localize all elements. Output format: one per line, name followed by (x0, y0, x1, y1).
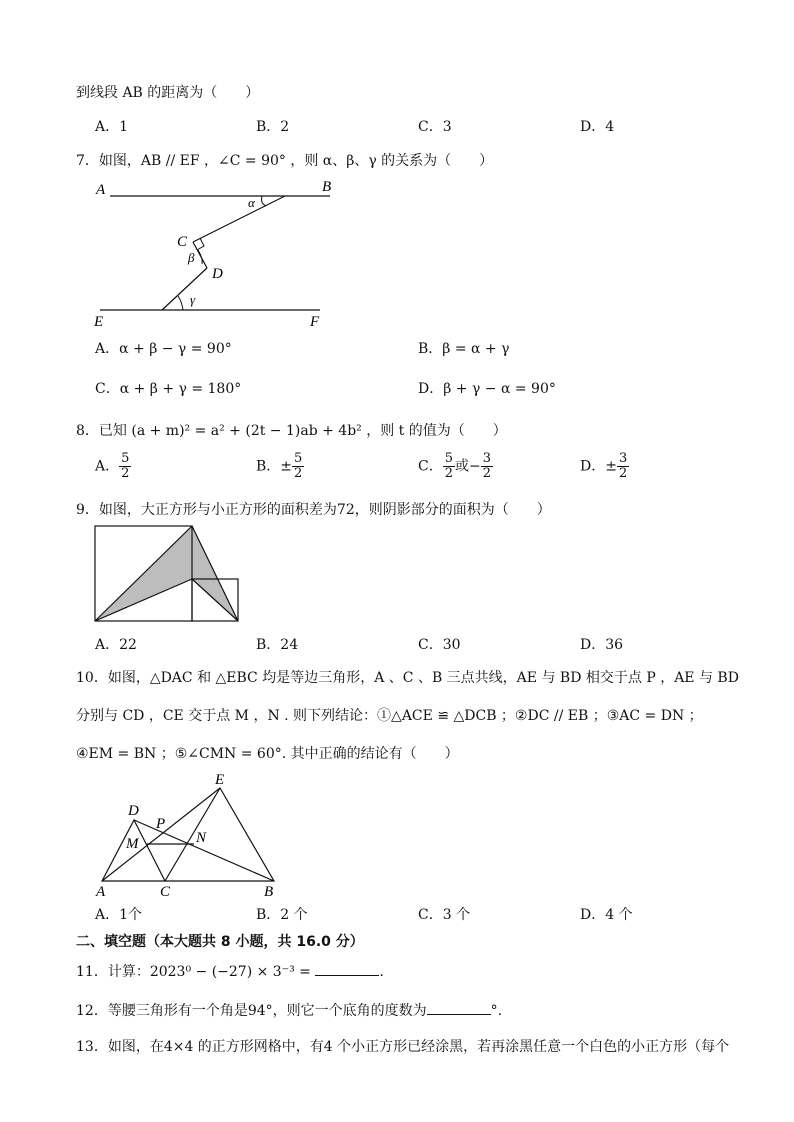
q8-option-c-label: C． (418, 458, 443, 475)
q7-option-d[interactable]: D．β + γ − α = 90° (418, 381, 556, 397)
answer-blank[interactable] (427, 1014, 491, 1015)
fraction (292, 452, 304, 481)
q9-option-a[interactable]: A．22 (95, 637, 137, 653)
q9-option-d[interactable]: D．36 (580, 637, 624, 653)
q8-option-b[interactable] (256, 452, 304, 481)
denominator: 2 (121, 466, 130, 481)
label-n: N (196, 830, 207, 846)
q12 (76, 1000, 502, 1020)
q9-option-b[interactable]: B．24 (256, 637, 299, 653)
segment-de (162, 268, 207, 310)
q11-suffix: . (379, 964, 384, 980)
q7-figure (90, 176, 350, 328)
q13-stem: 13．如图，在4×4 的正方形网格中，有4 个小正方形已经涂黑，若再涂黑任意一个白色的小正方形（每个 (76, 1039, 730, 1055)
triangle-ebc (165, 788, 274, 881)
q7-option-a[interactable]: A．α + β − γ = 90° (95, 341, 232, 357)
segment-cd (193, 242, 207, 268)
label-gamma: γ (190, 292, 196, 307)
numerator: 3 (618, 451, 628, 466)
q7-stem: 7．如图，AB // EF ，∠C = 90° ，则 α、β、γ 的关系为（ ） (76, 153, 494, 169)
label-m: M (126, 836, 139, 852)
label-c: C (177, 234, 188, 250)
q6-option-b[interactable]: B．2 (256, 119, 290, 135)
numerator: 5 (444, 451, 453, 466)
q10-figure (88, 770, 288, 900)
label-b: B (264, 884, 274, 900)
q8-option-d-label: D．± (580, 458, 617, 475)
denominator: 2 (294, 466, 303, 481)
q12-text: 12．等腰三角形有一个角是94°，则它一个底角的度数为 (76, 1003, 427, 1019)
q10-line-2: 分别与 CD ，CE 交于点 M ，N . 则下列结论：①△ACE ≌ △DCB ；②DC // EB ；③AC = DN ； (76, 708, 703, 724)
or-text: 或− (455, 458, 481, 475)
label-a: A (96, 182, 106, 198)
q12-suffix: °. (490, 1003, 503, 1019)
q6-option-a[interactable]: A．1 (95, 119, 129, 135)
label-e: E (94, 314, 104, 328)
label-b: B (322, 179, 332, 195)
numerator: 5 (294, 451, 303, 466)
denominator: 2 (482, 466, 492, 481)
denominator: 2 (444, 466, 453, 481)
answer-blank[interactable] (315, 975, 379, 976)
alpha-arc (262, 196, 267, 206)
q11-prefix: 11．计算： (76, 964, 150, 980)
label-beta: β (188, 250, 195, 265)
fraction (443, 452, 455, 481)
label-a: A (96, 884, 106, 900)
numerator: 5 (121, 451, 130, 466)
q8-option-a-label: A． (95, 458, 120, 475)
q10-option-a[interactable]: A．1个 (95, 907, 143, 923)
label-d: D (128, 803, 139, 819)
label-c: C (160, 884, 171, 900)
q8-option-d[interactable] (580, 452, 629, 481)
q10-line-1: 10．如图，△DAC 和 △EBC 均是等边三角形，A 、C 、B 三点共线，AE 与 BD 相交于点 P ，AE 与 BD (76, 670, 739, 686)
q6-option-d[interactable]: D．4 (580, 119, 615, 135)
denominator: 2 (618, 466, 628, 481)
section-2-title: 二、填空题（本大题共 8 小题，共 16.0 分） (76, 934, 364, 950)
q6-tail: 到线段 AB 的距离为（ ） (76, 85, 260, 101)
q11 (76, 961, 384, 981)
q6-option-c[interactable]: C．3 (418, 119, 452, 135)
q8-option-b-label: B．± (256, 458, 293, 475)
q10-line-3: ④EM = BN ；⑤∠CMN = 60°. 其中正确的结论有（ ） (76, 746, 459, 762)
label-e: E (215, 772, 225, 788)
q10-option-b[interactable]: B．2 个 (256, 907, 308, 923)
label-p: P (156, 816, 166, 832)
q7-option-c[interactable]: C．α + β + γ = 180° (95, 381, 242, 397)
label-f: F (310, 314, 320, 328)
fraction (617, 452, 629, 481)
label-alpha: α (248, 195, 255, 210)
q8-option-a[interactable] (95, 452, 131, 481)
q9-option-c[interactable]: C．30 (418, 637, 461, 653)
segment-bc (193, 196, 285, 242)
q10-option-d[interactable]: D．4 个 (580, 907, 633, 923)
fraction (119, 452, 131, 481)
q11-expression: 2023⁰ − (−27) × 3⁻³ = (149, 964, 311, 980)
label-d: D (212, 266, 223, 282)
q9-figure (92, 523, 242, 627)
fraction (481, 452, 493, 481)
shaded-region (95, 526, 238, 621)
q8-stem: 8．已知 (a + m)² = a² + (2t − 1)ab + 4b² ，则 t 的值为（ ） (76, 423, 507, 439)
q7-option-b[interactable]: B．β = α + γ (418, 341, 510, 357)
q8-option-c[interactable] (418, 452, 493, 481)
q9-stem: 9．如图，大正方形与小正方形的面积差为72，则阴影部分的面积为（ ） (76, 502, 551, 518)
q10-option-c[interactable]: C．3 个 (418, 907, 471, 923)
gamma-arc (178, 296, 183, 310)
numerator: 3 (482, 451, 492, 466)
